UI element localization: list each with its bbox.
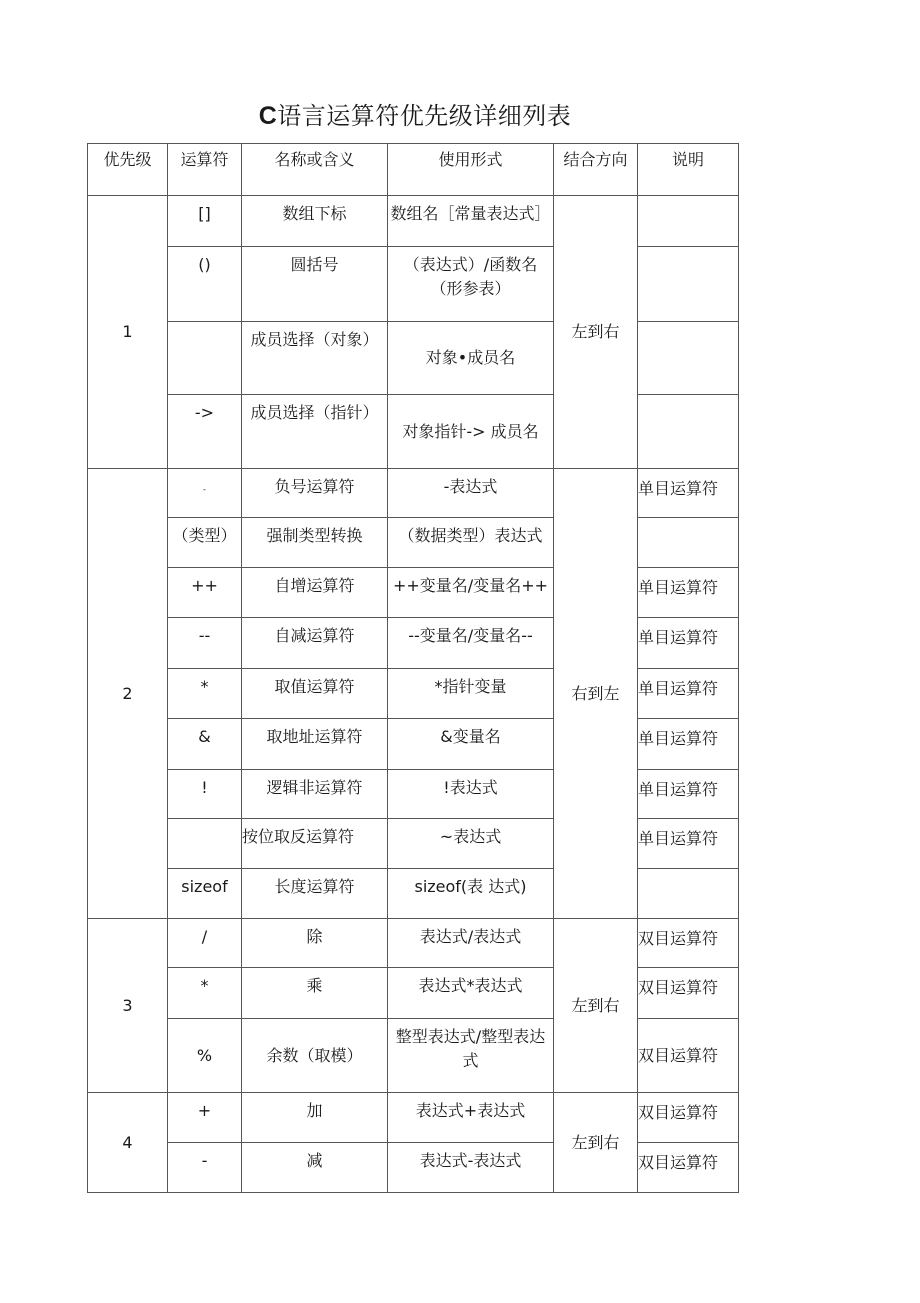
table-row	[88, 669, 739, 719]
operator-cell: ->	[168, 395, 242, 469]
table-row	[88, 469, 739, 518]
table-row	[88, 1093, 739, 1143]
usage-cell: 数组名［常量表达式］	[388, 196, 554, 247]
table-row	[88, 1019, 739, 1093]
operator-cell: --	[168, 618, 242, 669]
operator-cell: /	[168, 919, 242, 968]
usage-cell: （数据类型）表达式	[388, 518, 554, 568]
header-note: 说明	[638, 144, 739, 196]
table-row	[88, 819, 739, 869]
name-cell: 逻辑非运算符	[242, 770, 388, 819]
note-cell	[638, 869, 739, 919]
table-row	[88, 247, 739, 322]
note-cell: 单目运算符	[638, 770, 739, 819]
note-cell: 双目运算符	[638, 1143, 739, 1193]
direction-cell: 左到右	[554, 1093, 638, 1193]
name-cell: 数组下标	[242, 196, 388, 247]
usage-cell: （表达式）/函数名（形参表）	[388, 247, 554, 322]
priority-cell: 1	[88, 196, 168, 469]
name-cell: 乘	[242, 968, 388, 1019]
usage-cell: ++变量名/变量名++	[388, 568, 554, 618]
table-row	[88, 770, 739, 819]
operator-cell: sizeof	[168, 869, 242, 919]
usage-cell: 表达式/表达式	[388, 919, 554, 968]
table-row	[88, 618, 739, 669]
table-header-row	[88, 144, 739, 196]
priority-cell: 2	[88, 469, 168, 919]
note-cell: 单目运算符	[638, 568, 739, 618]
table-row	[88, 919, 739, 968]
direction-cell: 右到左	[554, 469, 638, 919]
name-cell: 强制类型转换	[242, 518, 388, 568]
name-cell: 成员选择（对象）	[242, 322, 388, 395]
operator-precedence-table	[87, 143, 739, 1193]
name-cell: 负号运算符	[242, 469, 388, 518]
header-name: 名称或含义	[242, 144, 388, 196]
name-cell: 长度运算符	[242, 869, 388, 919]
usage-cell: --变量名/变量名--	[388, 618, 554, 669]
usage-cell: 表达式-表达式	[388, 1143, 554, 1193]
note-cell	[638, 395, 739, 469]
note-cell: 单目运算符	[638, 669, 739, 719]
name-cell: 成员选择（指针）	[242, 395, 388, 469]
header-direction: 结合方向	[554, 144, 638, 196]
header-usage: 使用形式	[388, 144, 554, 196]
usage-cell: 表达式*表达式	[388, 968, 554, 1019]
page-title: C语言运算符优先级详细列表	[258, 102, 572, 130]
table-row	[88, 968, 739, 1019]
name-cell: 圆括号	[242, 247, 388, 322]
note-cell	[638, 247, 739, 322]
usage-cell: sizeof(表 达式)	[388, 869, 554, 919]
note-cell	[638, 322, 739, 395]
operator-cell: &	[168, 719, 242, 770]
header-operator: 运算符	[168, 144, 242, 196]
header-priority: 优先级	[88, 144, 168, 196]
note-cell	[638, 518, 739, 568]
note-cell: 单目运算符	[638, 819, 739, 869]
table-row	[88, 196, 739, 247]
operator-cell: %	[168, 1019, 242, 1093]
operator-cell: -	[168, 1143, 242, 1193]
table-row	[88, 518, 739, 568]
name-cell: 除	[242, 919, 388, 968]
direction-cell: 左到右	[554, 196, 638, 469]
name-cell: 取地址运算符	[242, 719, 388, 770]
operator-cell: -	[168, 469, 242, 518]
note-cell: 双目运算符	[638, 1093, 739, 1143]
usage-cell: *指针变量	[388, 669, 554, 719]
table-row	[88, 1143, 739, 1193]
operator-cell: *	[168, 968, 242, 1019]
operator-cell	[168, 819, 242, 869]
operator-cell: ()	[168, 247, 242, 322]
note-cell: 双目运算符	[638, 1019, 739, 1093]
note-cell: 单目运算符	[638, 719, 739, 770]
name-cell: 余数（取模）	[242, 1019, 388, 1093]
name-cell: 加	[242, 1093, 388, 1143]
usage-cell: 表达式+表达式	[388, 1093, 554, 1143]
name-cell: 自减运算符	[242, 618, 388, 669]
usage-cell: !表达式	[388, 770, 554, 819]
usage-cell: ~表达式	[388, 819, 554, 869]
usage-cell: 整型表达式/整型表达式	[388, 1019, 554, 1093]
operator-cell: !	[168, 770, 242, 819]
name-cell: 减	[242, 1143, 388, 1193]
priority-cell: 4	[88, 1093, 168, 1193]
note-cell: 双目运算符	[638, 919, 739, 968]
table-row	[88, 719, 739, 770]
operator-cell: *	[168, 669, 242, 719]
operator-cell: []	[168, 196, 242, 247]
operator-cell: （类型）	[168, 518, 242, 568]
note-cell: 单目运算符	[638, 469, 739, 518]
note-cell: 单目运算符	[638, 618, 739, 669]
usage-cell: &变量名	[388, 719, 554, 770]
operator-cell: ++	[168, 568, 242, 618]
note-cell	[638, 196, 739, 247]
table-row	[88, 869, 739, 919]
operator-cell	[168, 322, 242, 395]
operator-cell: +	[168, 1093, 242, 1143]
name-cell: 按位取反运算符	[242, 819, 388, 869]
table-row	[88, 568, 739, 618]
name-cell: 自增运算符	[242, 568, 388, 618]
priority-cell: 3	[88, 919, 168, 1093]
usage-cell: -表达式	[388, 469, 554, 518]
name-cell: 取值运算符	[242, 669, 388, 719]
direction-cell: 左到右	[554, 919, 638, 1093]
table-row	[88, 322, 739, 395]
usage-cell: 对象指针-> 成员名	[388, 395, 554, 469]
usage-cell: 对象•成员名	[388, 322, 554, 395]
note-cell: 双目运算符	[638, 968, 739, 1019]
table-row	[88, 395, 739, 469]
